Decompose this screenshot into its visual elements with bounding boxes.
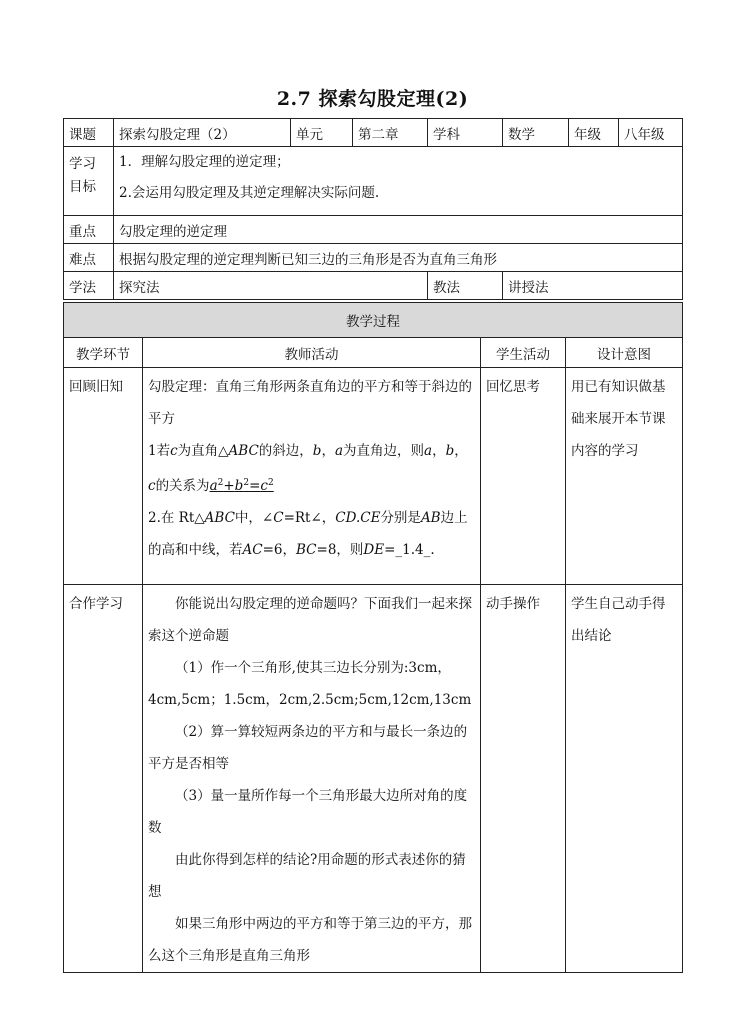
coop-design-intent: 学生自己动手得出结论 bbox=[566, 585, 683, 973]
document-title: 2.7 探索勾股定理(2) bbox=[276, 88, 469, 110]
teaching-process-table bbox=[63, 302, 683, 973]
objective-item: 1．理解勾股定理的逆定理； bbox=[119, 154, 290, 170]
question-1-answer: $a^2+b^2=c^2$ bbox=[209, 478, 274, 494]
key-row bbox=[64, 216, 683, 244]
key-value: 勾股定理的逆定理 bbox=[114, 216, 683, 244]
unit-label: 单元 bbox=[291, 119, 353, 147]
col-header-student: 学生活动 bbox=[481, 338, 566, 368]
theorem-statement: 勾股定理：直角三角形两条直角边的平方和等于斜边的平方 bbox=[148, 379, 472, 427]
coop-question: 由此你得到怎样的结论?用命题的形式表述你的猜想 bbox=[148, 852, 466, 900]
column-header-row bbox=[64, 338, 683, 368]
key-label: 重点 bbox=[64, 216, 114, 244]
coop-conclusion: 如果三角形中两边的平方和等于第三边的平方，那么这个三角形是直角三角形 bbox=[148, 916, 472, 964]
question-2-answer: _1.4_ bbox=[395, 542, 431, 558]
coop-teacher-activity bbox=[143, 585, 481, 973]
grade-label: 年级 bbox=[569, 119, 619, 147]
col-header-intent: 设计意图 bbox=[566, 338, 683, 368]
difficulty-row bbox=[64, 244, 683, 272]
method-label: 学法 bbox=[64, 272, 114, 300]
subject-value: 数学 bbox=[503, 119, 569, 147]
objectives-label-line1: 学习 bbox=[69, 156, 96, 172]
teaching-process-band: 教学过程 bbox=[64, 303, 683, 338]
review-design-intent: 用已有知识做基础来展开本节课内容的学习 bbox=[566, 368, 683, 585]
teaching-label: 教法 bbox=[428, 272, 503, 300]
coop-step-2: （2）算一算较短两条边的平方和与最长一条边的平方是否相等 bbox=[148, 724, 468, 772]
objective-item: 2.会运用勾股定理及其逆定理解决实际问题. bbox=[119, 185, 380, 201]
unit-value: 第二章 bbox=[353, 119, 428, 147]
review-row bbox=[64, 368, 683, 585]
question-2: 2.在 Rt△ABC中，∠C=Rt∠，CD.CE分别是AB边上的高和中线，若AC=6，BC=8，则DE=_1.4_. bbox=[148, 510, 468, 558]
coop-stage: 合作学习 bbox=[64, 585, 143, 973]
difficulty-value: 根据勾股定理的逆定理判断已知三边的三角形是否为直角三角形 bbox=[114, 244, 683, 272]
objectives-label-line2: 目标 bbox=[69, 179, 96, 195]
review-teacher-activity bbox=[143, 368, 481, 585]
method-value: 探究法 bbox=[114, 272, 428, 300]
coop-row bbox=[64, 585, 683, 973]
objectives-label bbox=[64, 147, 114, 216]
coop-step-1: （1）作一个三角形,使其三边长分别为:3cm，4cm,5cm；1.5cm，2cm,2.5cm;5cm,12cm,13cm bbox=[148, 660, 472, 708]
method-row bbox=[64, 272, 683, 300]
objectives-value bbox=[114, 147, 683, 216]
coop-student-activity: 动手操作 bbox=[481, 585, 566, 973]
coop-step-3: （3）量一量所作每一个三角形最大边所对角的度数 bbox=[148, 788, 468, 836]
subject-label: 学科 bbox=[428, 119, 503, 147]
teaching-value: 讲授法 bbox=[503, 272, 683, 300]
question-1: 1若c为直角△ABC的斜边，b，a为直角边，则a，b，c的关系为$a^2+b^2=c^2$ bbox=[148, 443, 468, 494]
col-header-stage: 教学环节 bbox=[64, 338, 143, 368]
review-student-activity: 回忆思考 bbox=[481, 368, 566, 585]
grade-value: 八年级 bbox=[619, 119, 683, 147]
difficulty-label: 难点 bbox=[64, 244, 114, 272]
coop-paragraph: 你能说出勾股定理的逆命题吗？下面我们一起来探索这个逆命题 bbox=[148, 596, 472, 644]
objectives-row bbox=[64, 147, 683, 216]
course-row bbox=[64, 119, 683, 147]
course-value: 探索勾股定理（2） bbox=[114, 119, 291, 147]
review-stage: 回顾旧知 bbox=[64, 368, 143, 585]
lesson-info-table bbox=[63, 118, 683, 300]
col-header-teacher: 教师活动 bbox=[143, 338, 481, 368]
course-label: 课题 bbox=[64, 119, 114, 147]
